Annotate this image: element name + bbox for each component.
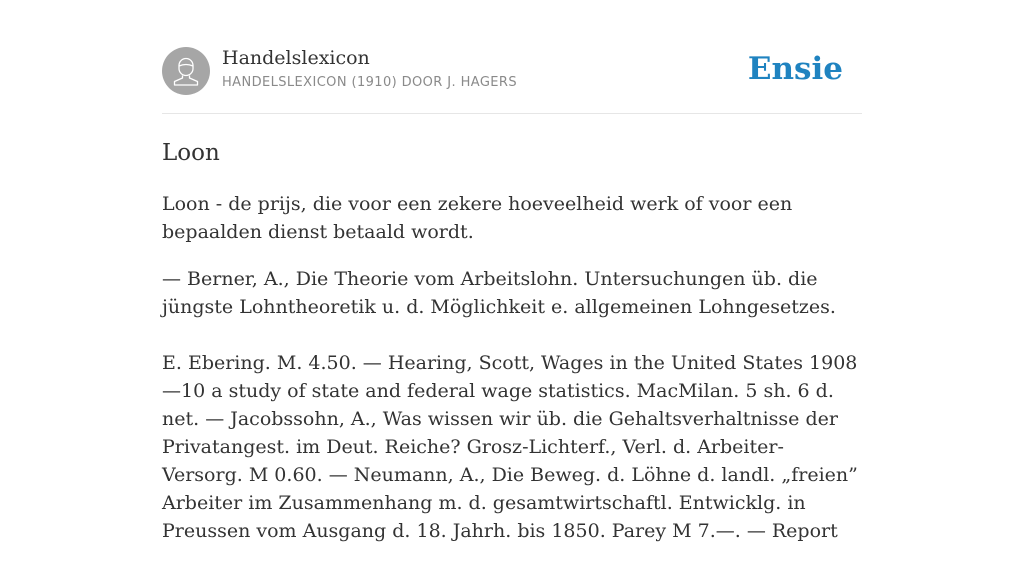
header — [162, 0, 862, 114]
page-title: Loon — [162, 140, 220, 166]
user-icon — [162, 47, 210, 95]
definition-paragraph: Loon - de prijs, die voor een zekere hoeveelheid werk of voor een bepaalden dienst betaald wordt. — [162, 193, 793, 243]
brand-logo[interactable]: Ensie — [747, 51, 843, 87]
article-body — [162, 190, 862, 564]
source-avatar[interactable] — [162, 47, 210, 95]
page-container — [162, 0, 862, 542]
reference-paragraph: E. Ebering. M. 4.50. — Hearing, Scott, Wages in the United States 1908—10 a study of state and federal wage statistics. MacMilan. 5 sh. 6 d. net. — Jacobssohn, A., Was wissen wir üb. die Gehaltsverhaltnisse der Privatangest. im Deut. Reiche? Grosz-Lichterf., Verl. d. Arbeiter-Versorg. M 0.60. — Neumann, A., Die Beweg. d. Löhne d. landl. „freien” Arbeiter im Zusammenhang m. d. gesamtwirtschaftl. Entwicklg. in Preussen vom Ausgang d. 18. Jahrh. bis 1850. Parey M 7.—. — Report — [162, 352, 858, 542]
source-name[interactable]: Handelslexicon — [222, 47, 370, 69]
reference-paragraph: — Berner, A., Die Theorie vom Arbeitslohn. Untersuchungen üb. die jüngste Lohntheoretik u. d. Möglichkeit e. allgemeinen Lohngesetzes. — [162, 268, 836, 318]
source-subtitle[interactable]: HANDELSLEXICON (1910) DOOR J. HAGERS — [222, 75, 517, 90]
